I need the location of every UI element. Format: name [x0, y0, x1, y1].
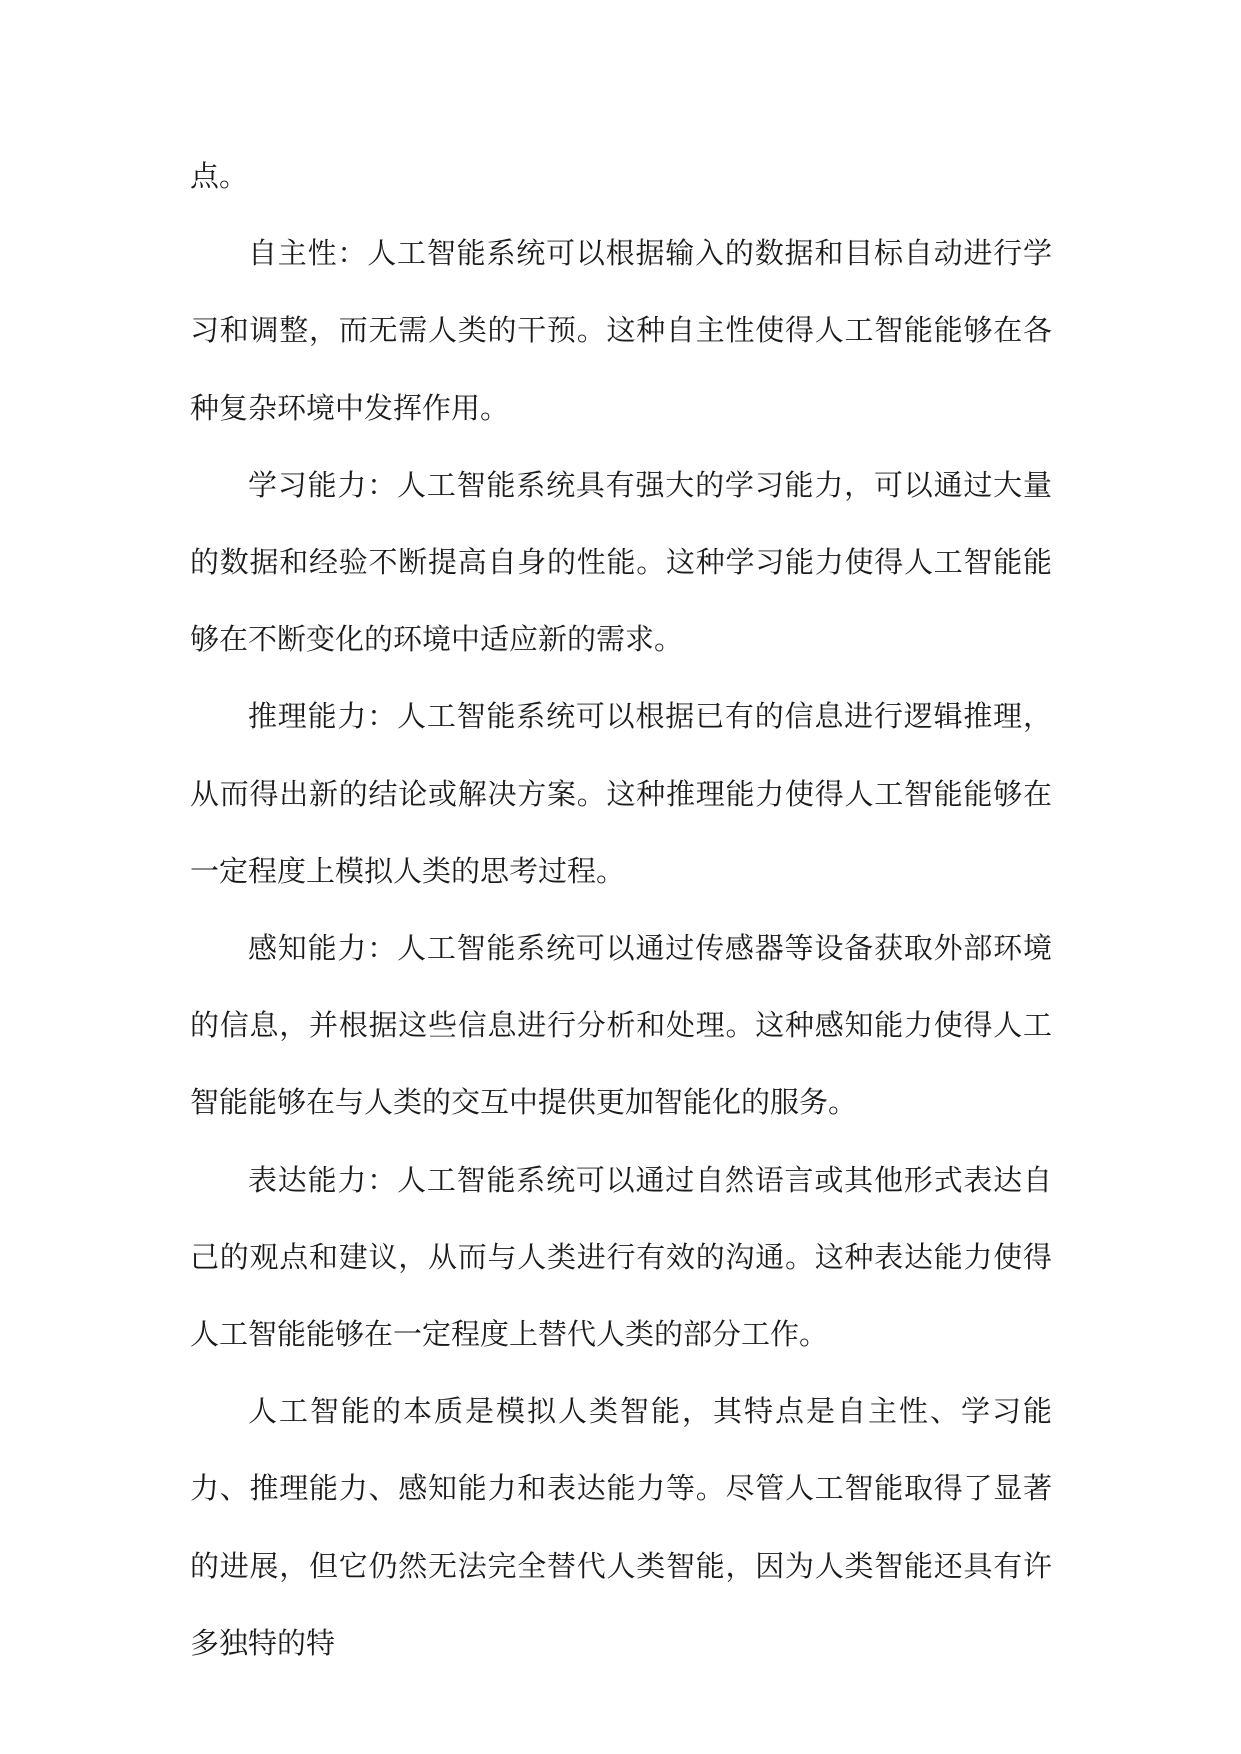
paragraph-expression-ability: 表达能力：人工智能系统可以通过自然语言或其他形式表达自己的观点和建议，从而与人类进行有效的沟通。这种表达能力使得人工智能能够在一定程度上替代人类的部分工作。: [190, 1162, 1052, 1352]
paragraph-autonomy: 自主性：人工智能系统可以根据输入的数据和目标自动进行学习和调整，而无需人类的干预。这种自主性使得人工智能能够在各种复杂环境中发挥作用。: [190, 236, 1052, 425]
document-body: [190, 138, 1052, 1682]
paragraph-reasoning-ability: 推理能力：人工智能系统可以根据已有的信息进行逻辑推理，从而得出新的结论或解决方案。这种推理能力使得人工智能能够在一定程度上模拟人类的思考过程。: [190, 699, 1052, 888]
paragraph-summary: 人工智能的本质是模拟人类智能，其特点是自主性、学习能力、推理能力、感知能力和表达能力等。尽管人工智能取得了显著的进展，但它仍然无法完全替代人类智能，因为人类智能还具有许多独特的特: [190, 1394, 1052, 1660]
paragraph-learning-ability: 学习能力：人工智能系统具有强大的学习能力，可以通过大量的数据和经验不断提高自身的性能。这种学习能力使得人工智能能够在不断变化的环境中适应新的需求。: [190, 467, 1052, 657]
paragraph-continuation: 点。: [190, 159, 249, 193]
paragraph-perception-ability: 感知能力：人工智能系统可以通过传感器等设备获取外部环境的信息，并根据这些信息进行分析和处理。这种感知能力使得人工智能能够在与人类的交互中提供更加智能化的服务。: [190, 931, 1052, 1120]
